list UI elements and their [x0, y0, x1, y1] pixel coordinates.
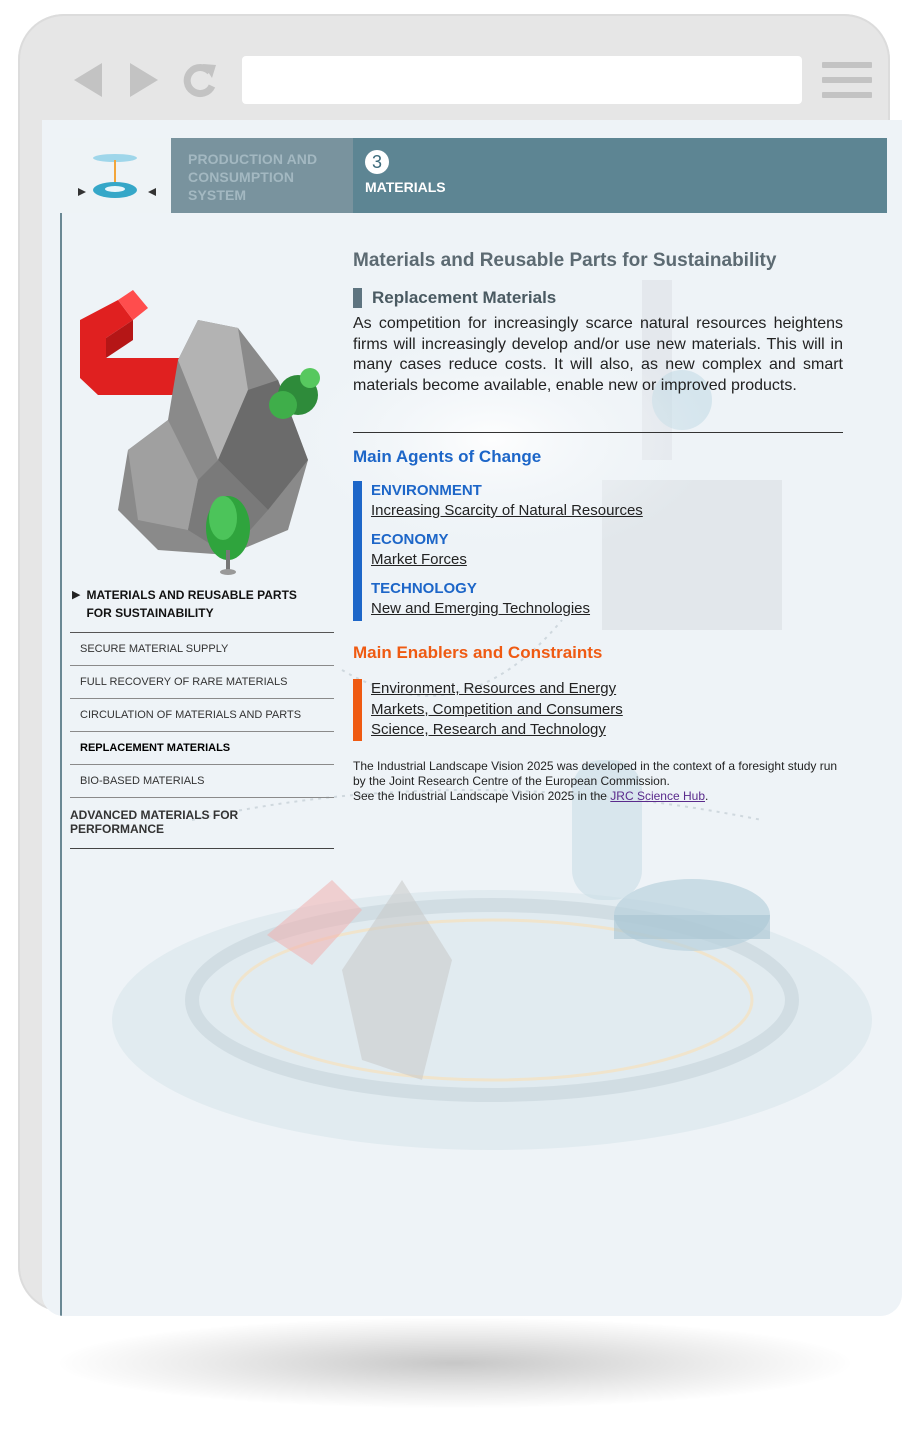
- agent-category-technology: TECHNOLOGY: [371, 580, 477, 597]
- agents-of-change-heading: Main Agents of Change: [353, 447, 542, 466]
- browser-device-frame: [18, 14, 890, 1312]
- reload-button[interactable]: [182, 60, 218, 100]
- forward-arrow-icon: [130, 63, 158, 97]
- back-button[interactable]: [70, 60, 106, 100]
- reload-icon: [183, 62, 217, 98]
- subnav-current-topic[interactable]: [70, 586, 334, 633]
- section-divider: [353, 432, 843, 433]
- section-nav-cell[interactable]: [171, 138, 353, 213]
- hamburger-menu-button[interactable]: [822, 62, 872, 98]
- page-title: Materials and Reusable Parts for Sustainability: [353, 250, 777, 271]
- footnote-suffix: .: [705, 788, 709, 803]
- footnote-prefix: See the Industrial Landscape Vision 2025 in the: [353, 788, 611, 803]
- back-arrow-icon: [74, 63, 102, 97]
- browser-viewport: [42, 120, 902, 1316]
- subheading-text: Replacement Materials: [372, 288, 557, 307]
- vision-logo-icon: [60, 138, 171, 213]
- materials-illustration: [78, 280, 328, 580]
- topic-number-badge: 3: [365, 150, 389, 174]
- menu-line-icon: [822, 77, 872, 83]
- footnote-line-2: [353, 789, 843, 804]
- main-content: [353, 250, 843, 804]
- logo-cell[interactable]: [60, 138, 171, 213]
- agent-link-new-technologies[interactable]: New and Emerging Technologies: [371, 600, 591, 617]
- subnav-item-full-recovery[interactable]: FULL RECOVERY OF RARE MATERIALS: [70, 666, 334, 699]
- subnav-current-label: MATERIALS AND REUSABLE PARTS FOR SUSTAINABILITY: [86, 588, 297, 620]
- subnav-item-advanced-materials[interactable]: ADVANCED MATERIALS FOR PERFORMANCE: [70, 798, 334, 849]
- agent-link-scarcity[interactable]: Increasing Scarcity of Natural Resources: [371, 502, 643, 519]
- enabler-link-science[interactable]: Science, Research and Technology: [371, 721, 606, 738]
- topic-header-cell: [353, 138, 887, 213]
- agents-of-change-list: [353, 481, 843, 621]
- jrc-science-hub-link[interactable]: JRC Science Hub: [610, 788, 706, 803]
- topic-subnav: [70, 586, 334, 849]
- section-label: PRODUCTION AND CONSUMPTION SYSTEM: [188, 151, 318, 203]
- footnote: [353, 759, 843, 804]
- menu-line-icon: [822, 92, 872, 98]
- subnav-item-replacement-materials[interactable]: REPLACEMENT MATERIALS: [70, 732, 334, 765]
- play-arrow-icon: ▶: [72, 589, 81, 601]
- url-bar[interactable]: [242, 56, 802, 104]
- enabler-link-environment[interactable]: Environment, Resources and Energy: [371, 680, 617, 697]
- enablers-list: [353, 679, 843, 741]
- left-divider-rule: [60, 213, 62, 1316]
- footnote-line-1: The Industrial Landscape Vision 2025 was developed in the context of a foresight study run by the Joint Research Centre of the European Commission.: [353, 758, 838, 788]
- topic-label: MATERIALS: [365, 179, 446, 195]
- subnav-item-secure-material-supply[interactable]: SECURE MATERIAL SUPPLY: [70, 633, 334, 666]
- enablers-heading: Main Enablers and Constraints: [353, 643, 603, 662]
- agent-category-environment: ENVIRONMENT: [371, 482, 482, 499]
- agent-link-market-forces[interactable]: Market Forces: [371, 551, 467, 568]
- subheading: [353, 288, 843, 308]
- device-shadow: [60, 1318, 850, 1408]
- subnav-item-circulation[interactable]: CIRCULATION OF MATERIALS AND PARTS: [70, 699, 334, 732]
- forward-button[interactable]: [126, 60, 162, 100]
- agent-category-economy: ECONOMY: [371, 531, 449, 548]
- enabler-link-markets[interactable]: Markets, Competition and Consumers: [371, 700, 623, 718]
- subnav-item-bio-based[interactable]: BIO-BASED MATERIALS: [70, 765, 334, 798]
- subheading-bar: [353, 288, 362, 308]
- description-paragraph: As competition for increasingly scarce natural resources heightens firms will increasingly develop and/or use new materials. This will in many cases reduce costs. It will also, as new complex and smart materials become available, enable new or improved products.: [353, 315, 843, 394]
- site-header: [60, 138, 887, 213]
- menu-line-icon: [822, 62, 872, 68]
